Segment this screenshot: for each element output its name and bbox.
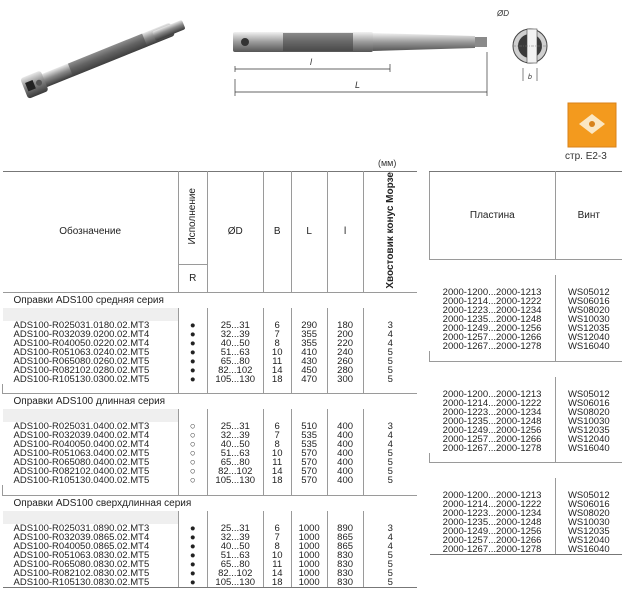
cell-insert: 2000-1249...2000-1256: [442, 526, 542, 537]
section-title-row: [3, 292, 418, 308]
cell-designation: ADS100-R105130.0830.02.MT5: [3, 578, 179, 588]
table-row: [430, 342, 623, 351]
cell-insert: 2000-1249...2000-1256: [442, 424, 542, 436]
cell-screw: WS06016: [555, 500, 622, 509]
spacer-cell: [555, 453, 622, 463]
cell-insert: 2000-1223...2000-1234: [442, 508, 542, 519]
cell-designation: ADS100-R051063.0240.02.MT5: [13, 346, 150, 358]
cell-insert: 2000-1200...2000-1213: [442, 388, 542, 400]
spacer-cell: [363, 485, 417, 495]
section-title-row: [430, 260, 623, 276]
table-row: [3, 476, 418, 485]
execution-header: Исполнение: [187, 188, 199, 245]
cell-L: 1000: [291, 551, 327, 560]
cell-morse: 5: [363, 578, 417, 588]
cell-l: 400: [327, 458, 363, 467]
gap-cell: [178, 308, 207, 321]
cell-l: 200: [327, 330, 363, 339]
section-spacer: [430, 463, 623, 479]
cell-morse: 5: [363, 458, 417, 467]
cell-L: 1000: [291, 569, 327, 578]
cell-insert: 2000-1223...2000-1234: [442, 406, 542, 418]
cell-r: ●: [178, 533, 207, 542]
cell-morse: 5: [363, 560, 417, 569]
cell-r: ○: [178, 476, 207, 485]
cell-insert: 2000-1214...2000-1222: [442, 296, 542, 307]
cell-od: 32...39: [207, 431, 263, 440]
cell-r: ●: [178, 357, 207, 366]
spacer-cell: [363, 384, 417, 394]
cell-L: 570: [291, 458, 327, 467]
gap-row: [3, 308, 418, 321]
table-row: [3, 578, 418, 588]
cell-screw: WS10030: [555, 315, 622, 324]
table-row: [430, 444, 623, 453]
cell-l: 830: [327, 578, 363, 588]
gap-cell: [291, 511, 327, 524]
cell-designation: ADS100-R105130.0300.02.MT5: [13, 373, 150, 385]
cell-screw: WS08020: [555, 306, 622, 315]
od-header: ØD: [207, 172, 263, 293]
cell-od: 40...50: [207, 542, 263, 551]
cell-l: 400: [327, 440, 363, 449]
cell-morse: 5: [363, 476, 417, 485]
spacer-row: [430, 453, 623, 463]
gap-cell: [207, 308, 263, 321]
cell-insert: 2000-1249...2000-1256: [442, 323, 542, 334]
cell-designation: ADS100-R040050.0865.02.MT4: [13, 540, 150, 552]
cell-screw: WS12035: [555, 324, 622, 333]
cell-designation: ADS100-R051063.0830.02.MT5: [13, 549, 150, 561]
cell-designation: ADS100-R032039.0865.02.MT4: [13, 531, 150, 543]
cell-L: 535: [291, 431, 327, 440]
cell-l: 240: [327, 348, 363, 357]
cell-insert: 2000-1235...2000-1248: [442, 517, 542, 528]
insert-screw-table: [429, 171, 622, 555]
cell-r: ●: [178, 366, 207, 375]
cell-od: 51...63: [207, 449, 263, 458]
cell-insert: 2000-1214...2000-1222: [442, 499, 542, 510]
spacer-cell: [178, 384, 207, 394]
cell-b: 7: [263, 330, 291, 339]
cell-r: ○: [178, 422, 207, 431]
cell-l: 280: [327, 366, 363, 375]
cell-b: 8: [263, 440, 291, 449]
cell-od: 25...31: [207, 524, 263, 533]
spacer-cell: [207, 384, 263, 394]
cell-designation: ADS100-R032039.0400.02.MT4: [13, 430, 150, 442]
cell-l: 400: [327, 431, 363, 440]
gap-row: [3, 511, 418, 524]
section-title: Оправки ADS100 длинная серия: [3, 394, 418, 410]
section-title-row: [3, 394, 418, 410]
gap-cell: [327, 511, 363, 524]
cell-b: 7: [263, 431, 291, 440]
screw-header: Винт: [555, 172, 622, 260]
cell-b: 10: [263, 348, 291, 357]
cell-r: ●: [178, 348, 207, 357]
spacer-cell: [555, 351, 622, 361]
unit-label: (мм): [378, 158, 397, 168]
cell-od: 82...102: [207, 366, 263, 375]
cell-screw: WS12040: [555, 333, 622, 342]
cell-designation: ADS100-R082102.0830.02.MT5: [13, 567, 150, 579]
cell-l: 180: [327, 321, 363, 330]
cell-od: 40...50: [207, 440, 263, 449]
cell-morse: 5: [363, 375, 417, 384]
cell-screw: WS08020: [555, 509, 622, 518]
section-title-row: [430, 463, 623, 479]
cell-insert: 2000-1257...2000-1266: [442, 332, 542, 343]
gap-cell: [555, 377, 622, 390]
table-row: [3, 375, 418, 384]
cell-screw: WS10030: [555, 518, 622, 527]
cell-insert: 2000-1267...2000-1278: [442, 442, 542, 454]
cell-insert: 2000-1235...2000-1248: [442, 415, 542, 427]
cell-od: 65...80: [207, 560, 263, 569]
cell-od: 32...39: [207, 330, 263, 339]
spacer-row: [430, 351, 623, 361]
cell-L: 430: [291, 357, 327, 366]
section-title: Оправки ADS100 сверхдлинная серия: [3, 495, 418, 511]
cell-morse: 5: [363, 551, 417, 560]
cell-od: 25...31: [207, 422, 263, 431]
cell-insert: 2000-1200...2000-1213: [442, 490, 542, 501]
cell-morse: 4: [363, 440, 417, 449]
cell-l: 400: [327, 476, 363, 485]
cell-L: 570: [291, 476, 327, 485]
spacer-cell: [263, 485, 291, 495]
cell-designation: ADS100-R065080.0830.02.MT5: [13, 558, 150, 570]
insert-header: Пластина: [430, 172, 556, 260]
cell-morse: 5: [363, 348, 417, 357]
table-row: [430, 545, 623, 555]
cell-designation: ADS100-R025031.0400.02.MT3: [13, 421, 150, 433]
cell-r: ○: [178, 458, 207, 467]
cell-morse: 5: [363, 366, 417, 375]
cell-morse: 4: [363, 533, 417, 542]
cell-designation: ADS100-R040050.0400.02.MT4: [13, 439, 150, 451]
cell-b: 8: [263, 542, 291, 551]
cell-designation: ADS100-R051063.0400.02.MT5: [13, 448, 150, 460]
section-title: Оправки ADS100 средняя серия: [3, 292, 418, 308]
spacer-cell: [263, 384, 291, 394]
cell-designation: ADS100-R025031.0890.02.MT3: [13, 522, 150, 534]
gap-cell: [263, 308, 291, 321]
tool-photo-image: [8, 6, 208, 106]
cell-r: ●: [178, 524, 207, 533]
cell-morse: 4: [363, 542, 417, 551]
gap-cell: [3, 511, 179, 524]
gap-cell: [363, 511, 417, 524]
cell-b: 18: [263, 578, 291, 588]
spacer-cell: [291, 384, 327, 394]
cell-screw: WS12035: [555, 527, 622, 536]
cell-morse: 4: [363, 330, 417, 339]
section-spacer: [430, 260, 623, 276]
spacer-cell: [430, 351, 556, 361]
cell-designation: ADS100-R065080.0260.02.MT5: [13, 355, 150, 367]
gap-cell: [178, 511, 207, 524]
b-header: B: [263, 172, 291, 293]
cell-L: 1000: [291, 533, 327, 542]
dim-L-label: L: [355, 80, 361, 90]
cell-r: ○: [178, 467, 207, 476]
cell-L: 570: [291, 467, 327, 476]
cell-morse: 5: [363, 449, 417, 458]
cell-L: 1000: [291, 524, 327, 533]
gap-row: [430, 377, 623, 390]
cell-insert: 2000-1257...2000-1266: [442, 535, 542, 546]
cell-r: ○: [178, 440, 207, 449]
cell-b: 14: [263, 366, 291, 375]
cell-insert: 2000-1223...2000-1234: [442, 305, 542, 316]
cell-designation: ADS100-R082102.0400.02.MT5: [13, 466, 150, 478]
cell-L: 355: [291, 339, 327, 348]
cell-insert: 2000-1235...2000-1248: [442, 314, 542, 325]
cell-insert: 2000-1200...2000-1213: [442, 287, 542, 298]
cell-b: 10: [263, 449, 291, 458]
cell-screw: WS05012: [555, 390, 622, 399]
cell-b: 11: [263, 458, 291, 467]
cell-designation: ADS100-R032039.0200.02.MT4: [13, 328, 150, 340]
cell-l: 300: [327, 375, 363, 384]
cell-b: 18: [263, 375, 291, 384]
cell-b: 18: [263, 476, 291, 485]
cell-r: ●: [178, 330, 207, 339]
cell-designation: ADS100-R040050.0220.02.MT4: [13, 337, 150, 349]
cell-r: ●: [178, 578, 207, 588]
cell-insert: 2000-1267...2000-1278: [430, 545, 556, 555]
cell-L: 470: [291, 375, 327, 384]
section-title-row: [3, 495, 418, 511]
cell-od: 105...130: [207, 578, 263, 588]
cell-od: 82...102: [207, 569, 263, 578]
spacer-cell: [430, 453, 556, 463]
cell-b: 14: [263, 569, 291, 578]
cell-screw: WS08020: [555, 408, 622, 417]
gap-cell: [3, 308, 179, 321]
phi-label: ØD: [497, 9, 509, 18]
cell-od: 82...102: [207, 467, 263, 476]
cell-b: 7: [263, 533, 291, 542]
cell-l: 220: [327, 339, 363, 348]
designation-header: Обозначение: [3, 172, 179, 293]
cell-morse: 3: [363, 524, 417, 533]
cell-l: 830: [327, 560, 363, 569]
spacer-row: [3, 384, 418, 394]
cell-r: ●: [178, 375, 207, 384]
spacer-cell: [3, 485, 179, 495]
cell-b: 6: [263, 321, 291, 330]
gap-cell: [430, 377, 556, 390]
insert-icon: [567, 102, 617, 148]
cell-r: ●: [178, 339, 207, 348]
spacer-cell: [291, 485, 327, 495]
cell-L: 1000: [291, 578, 327, 588]
tool-spec-table: [2, 171, 417, 588]
cell-L: 535: [291, 440, 327, 449]
section-title-row: [430, 361, 623, 377]
gap-cell: [363, 308, 417, 321]
cell-morse: 4: [363, 339, 417, 348]
cell-L: 355: [291, 330, 327, 339]
cell-r: ●: [178, 551, 207, 560]
cell-designation: ADS100-R065080.0400.02.MT5: [13, 457, 150, 469]
cell-od: 65...80: [207, 458, 263, 467]
cell-l: 400: [327, 467, 363, 476]
cell-l: 260: [327, 357, 363, 366]
spacer-cell: [327, 485, 363, 495]
cell-od: 51...63: [207, 551, 263, 560]
cell-od: 105...130: [207, 476, 263, 485]
cell-od: 40...50: [207, 339, 263, 348]
cell-designation: ADS100-R025031.0180.02.MT3: [13, 319, 150, 331]
spacer-cell: [207, 485, 263, 495]
cell-screw: WS12040: [555, 435, 622, 444]
cell-l: 400: [327, 449, 363, 458]
cell-l: 830: [327, 569, 363, 578]
spacer-cell: [3, 384, 179, 394]
cell-screw: WS16040: [555, 545, 622, 555]
cell-L: 510: [291, 422, 327, 431]
cell-insert: 2000-1214...2000-1222: [442, 397, 542, 409]
gap-cell: [291, 308, 327, 321]
cell-L: 450: [291, 366, 327, 375]
b-label: b: [528, 74, 532, 81]
cell-r: ●: [178, 569, 207, 578]
cell-L: 570: [291, 449, 327, 458]
cell-L: 1000: [291, 560, 327, 569]
cell-od: 25...31: [207, 321, 263, 330]
cell-screw: WS05012: [555, 288, 622, 297]
cell-b: 6: [263, 422, 291, 431]
insert-page-ref: стр. E2-3: [565, 151, 607, 162]
technical-drawing: [215, 6, 505, 106]
cell-screw: WS06016: [555, 297, 622, 306]
cell-b: 11: [263, 357, 291, 366]
cell-od: 105...130: [207, 375, 263, 384]
cell-L: 1000: [291, 542, 327, 551]
cell-morse: 5: [363, 467, 417, 476]
morse-header: Хвостовик конус Морзе: [384, 172, 396, 289]
cell-od: 65...80: [207, 357, 263, 366]
cell-screw: WS06016: [555, 399, 622, 408]
cell-b: 11: [263, 560, 291, 569]
spacer-row: [3, 485, 418, 495]
spacer-cell: [327, 384, 363, 394]
gap-cell: [263, 511, 291, 524]
cell-l: 830: [327, 551, 363, 560]
l-header: l: [327, 172, 363, 293]
cell-r: ●: [178, 542, 207, 551]
cell-screw: WS10030: [555, 417, 622, 426]
cross-section-drawing: [495, 6, 565, 86]
cell-insert: 2000-1257...2000-1266: [442, 433, 542, 445]
cell-L: 410: [291, 348, 327, 357]
cell-morse: 3: [363, 422, 417, 431]
cell-L: 290: [291, 321, 327, 330]
gap-cell: [207, 511, 263, 524]
cell-b: 10: [263, 551, 291, 560]
cell-screw: WS16040: [555, 444, 622, 453]
cell-l: 890: [327, 524, 363, 533]
cell-r: ○: [178, 449, 207, 458]
spacer-cell: [178, 485, 207, 495]
cell-r: ○: [178, 431, 207, 440]
cell-morse: 4: [363, 431, 417, 440]
cell-b: 6: [263, 524, 291, 533]
dim-l-label: l: [310, 57, 312, 67]
section-spacer: [430, 361, 623, 377]
cell-designation: ADS100-R082102.0280.02.MT5: [13, 364, 150, 376]
cell-screw: WS16040: [555, 342, 622, 351]
cell-od: 51...63: [207, 348, 263, 357]
cell-r: ●: [178, 560, 207, 569]
execution-r-header: R: [178, 265, 207, 292]
cell-l: 865: [327, 533, 363, 542]
cell-screw: WS12040: [555, 536, 622, 545]
cell-b: 14: [263, 467, 291, 476]
cell-designation: ADS100-R105130.0400.02.MT5: [13, 475, 150, 487]
cell-screw: WS05012: [555, 491, 622, 500]
cell-r: ●: [178, 321, 207, 330]
gap-cell: [327, 308, 363, 321]
cell-l: 865: [327, 542, 363, 551]
cell-l: 400: [327, 422, 363, 431]
cell-b: 8: [263, 339, 291, 348]
cell-morse: 5: [363, 569, 417, 578]
cell-screw: WS12035: [555, 426, 622, 435]
cell-insert: 2000-1267...2000-1278: [442, 341, 542, 352]
L-header: L: [291, 172, 327, 293]
cell-od: 32...39: [207, 533, 263, 542]
cell-morse: 5: [363, 357, 417, 366]
cell-morse: 3: [363, 321, 417, 330]
